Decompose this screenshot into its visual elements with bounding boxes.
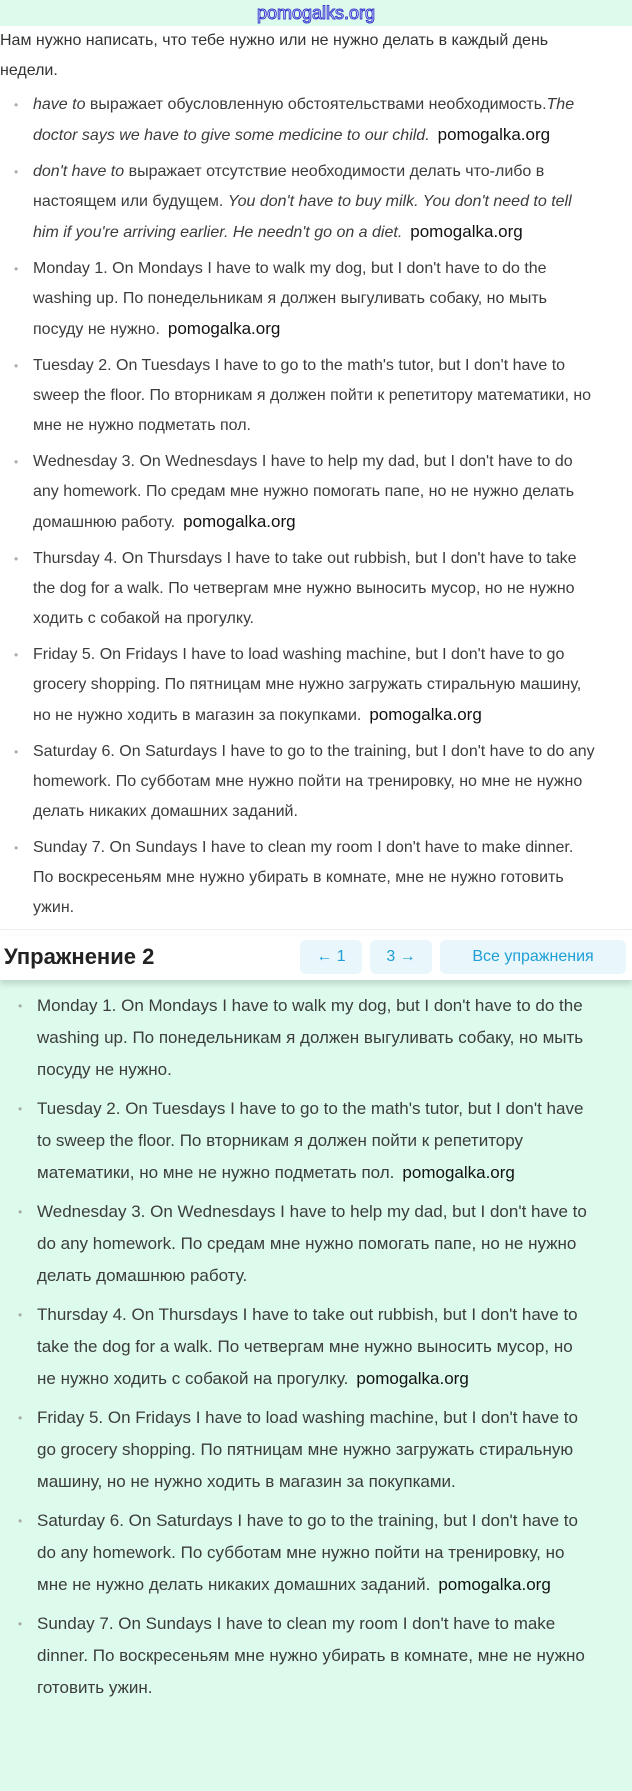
bullet-icon: • bbox=[18, 999, 23, 1013]
bullet-icon: • bbox=[14, 552, 19, 566]
list-item bbox=[4, 990, 594, 1086]
item-text: Thursday 4. On Thursdays I have to take out rubbish, but I don't have to take the dog for a walk. По четвергам мне нужно выносить мусор, но не нужно ходить с собакой на прогулку. bbox=[33, 550, 577, 627]
watermark: pomogalka.org bbox=[437, 125, 551, 144]
exercise-title: Упражнение 2 bbox=[4, 944, 155, 969]
bullet-icon: • bbox=[18, 1205, 23, 1219]
bullet-icon: • bbox=[14, 745, 19, 759]
list-item bbox=[0, 254, 598, 345]
item-text: Monday 1. On Mondays I have to walk my dog, but I don't have to do the washing up. По понедельникам я должен выгуливать собаку, но мыть посуду не нужно. bbox=[37, 996, 584, 1079]
bullet-icon: • bbox=[18, 1514, 23, 1528]
next-exercise-button[interactable]: 3 → bbox=[370, 940, 432, 974]
watermark: pomogalka.org bbox=[369, 705, 482, 724]
bullet-icon: • bbox=[18, 1308, 23, 1322]
item-text: Sunday 7. On Sundays I have to clean my room I don't have to make dinner. По воскресеньям мне нужно убирать в комнате, мне не нужно готовить ужин. bbox=[33, 839, 574, 916]
item-text: Monday 1. On Mondays I have to walk my dog, but I don't have to do the washing up. По понедельникам я должен выгуливать собаку, но мыть посуду не нужно. bbox=[33, 260, 547, 338]
list-item bbox=[4, 1299, 594, 1395]
term: don't have to bbox=[33, 163, 125, 180]
example: You don't have to buy milk. You don't need to tell him if you're arriving earlier. He needn't go on a diet. bbox=[33, 193, 572, 241]
bullet-icon: • bbox=[14, 262, 19, 276]
term: have to bbox=[33, 96, 86, 113]
item-text: Saturday 6. On Saturdays I have to go to the training, but I don't have to do any homework. По субботам мне нужно пойти на тренировку, но мне не нужно делать никаких домашних заданий. bbox=[33, 743, 595, 820]
list-item bbox=[4, 1093, 594, 1189]
answer-list bbox=[0, 90, 598, 923]
list-item bbox=[0, 90, 598, 151]
list-item bbox=[0, 833, 598, 923]
rule-text: выражает обусловленную обстоятельствами необходимость. bbox=[85, 96, 547, 113]
bullet-icon: • bbox=[14, 165, 19, 179]
bullet-icon: • bbox=[14, 841, 19, 855]
item-text: Sunday 7. On Sundays I have to clean my room I don't have to make dinner. По воскресеньям мне нужно убирать в комнате, мне не нужно готовить ужин. bbox=[37, 1614, 585, 1697]
solution-section-green bbox=[0, 980, 632, 1704]
all-exercises-button[interactable]: Все упражнения bbox=[440, 940, 626, 974]
list-item bbox=[4, 1402, 594, 1498]
item-text: Saturday 6. On Saturdays I have to go to the training, but I don't have to do any homework. По субботам мне нужно пойти на тренировку, но мне не нужно делать никаких домашних заданий. bbox=[37, 1511, 578, 1594]
watermark: pomogalka.org bbox=[410, 222, 523, 241]
item-text: Friday 5. On Fridays I have to load washing machine, but I don't have to go grocery shopping. По пятницам мне нужно загружать стиральную машину, но не нужно ходить в магазин за покупками. bbox=[33, 646, 582, 724]
list-item bbox=[0, 544, 598, 634]
divider bbox=[0, 929, 632, 930]
answer-list bbox=[4, 990, 594, 1704]
exercise-nav-bar bbox=[0, 936, 632, 980]
bullet-icon: • bbox=[14, 648, 19, 662]
example: The doctor says we have to give some medicine to our child. bbox=[33, 96, 575, 144]
item-text: Thursday 4. On Thursdays I have to take out rubbish, but I don't have to take the dog for a walk. По четвергам мне нужно выносить мусор, но не нужно ходить с собакой на прогулку. bbox=[37, 1305, 578, 1388]
item-text: Wednesday 3. On Wednesdays I have to help my dad, but I don't have to do any homework. По средам мне нужно помогать папе, но не нужно делать домашнюю работу. bbox=[37, 1202, 587, 1285]
rule-text: выражает отсутствие необходимости делать что-либо в настоящем или будущем. bbox=[33, 163, 545, 210]
bullet-icon: • bbox=[14, 359, 19, 373]
bullet-icon: • bbox=[14, 455, 19, 469]
watermark: pomogalka.org bbox=[183, 512, 296, 531]
intro-text: Нам нужно написать, что тебе нужно или не нужно делать в каждый день недели. bbox=[0, 32, 549, 79]
list-item bbox=[4, 1196, 594, 1292]
watermark: pomogalka.org bbox=[167, 319, 281, 338]
prev-exercise-button[interactable]: ← 1 bbox=[300, 940, 362, 974]
bullet-icon: • bbox=[18, 1617, 23, 1631]
list-item bbox=[0, 640, 598, 731]
list-item bbox=[0, 447, 598, 538]
watermark: pomogalka.org bbox=[438, 1575, 551, 1594]
list-item bbox=[4, 1608, 594, 1704]
item-text: Tuesday 2. On Tuesdays I have to go to the math's tutor, but I don't have to sweep the floor. По вторникам я должен пойти к репетитору математики, но мне не нужно подметать пол. bbox=[33, 357, 592, 434]
bullet-icon: • bbox=[18, 1411, 23, 1425]
watermark: pomogalka.org bbox=[356, 1369, 469, 1388]
solution-section bbox=[0, 26, 632, 936]
list-item bbox=[0, 157, 598, 248]
item-text: Wednesday 3. On Wednesdays I have to help my dad, but I don't have to do any homework. По средам мне нужно помогать папе, но не нужно делать домашнюю работу. bbox=[33, 453, 575, 531]
item-text: Tuesday 2. On Tuesdays I have to go to the math's tutor, but I don't have to sweep the floor. По вторникам я должен пойти к репетитору математики, но мне не нужно подметать пол. bbox=[37, 1099, 584, 1182]
bullet-icon: • bbox=[18, 1102, 23, 1116]
bullet-icon: • bbox=[14, 98, 19, 112]
top-watermark: pomogalks.org bbox=[256, 3, 376, 23]
list-item bbox=[0, 351, 598, 441]
list-item bbox=[4, 1505, 594, 1601]
item-text: Friday 5. On Fridays I have to load washing machine, but I don't have to go grocery shopping. По пятницам мне нужно загружать стиральную машину, но не нужно ходить в магазин за покупками. bbox=[37, 1408, 578, 1491]
watermark: pomogalka.org bbox=[402, 1163, 515, 1182]
list-item bbox=[0, 737, 598, 827]
